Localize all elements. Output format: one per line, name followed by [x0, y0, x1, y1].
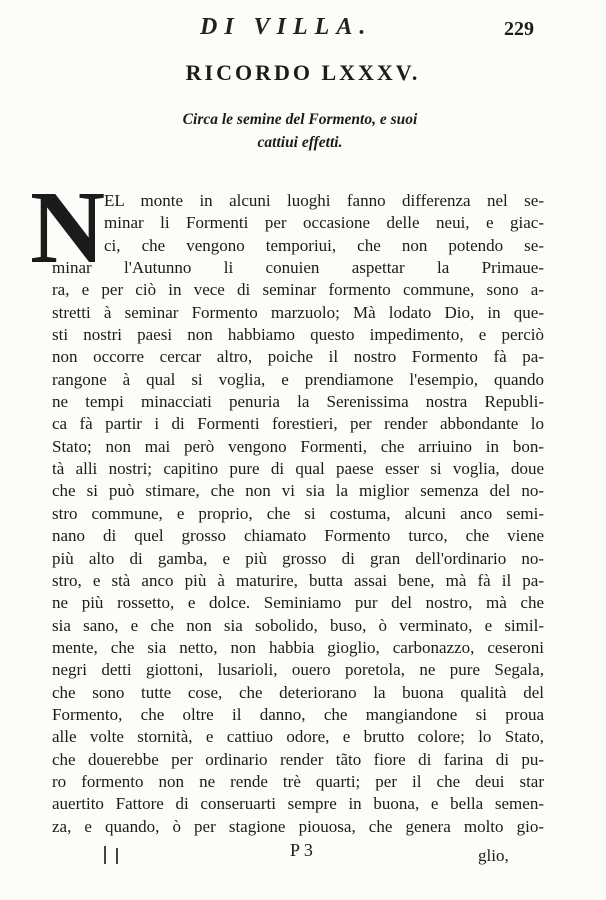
- gutter-mark: [116, 848, 118, 864]
- chapter-subtitle: [100, 108, 500, 154]
- page-number: 229: [504, 18, 534, 40]
- body-line: ra, e per ciò in vece di seminar formento commune, sono a-: [52, 280, 544, 300]
- body-line: minar l'Autunno li conuien aspettar la Primaue-: [52, 258, 544, 278]
- body-line: che sono tutte cose, che deteriorano la buona qualità del: [52, 682, 544, 702]
- body-line: ro formento non ne rende trè quarti; per il che deui star: [52, 771, 544, 791]
- body-line: sti nostri paesi non habbiamo questo impedimento, e perciò: [52, 325, 544, 345]
- body-line: za, e quando, ò per stagione piouosa, che genera molto gio-: [52, 816, 544, 836]
- page-header: [0, 14, 606, 44]
- running-head: DI VILLA.: [200, 14, 373, 40]
- body-line: tà alli nostri; capitino pure di qual paese esser si voglia, doue: [52, 459, 544, 479]
- body-line: più alto di gamba, e più grosso di gran dell'ordinario no-: [52, 548, 544, 568]
- body-line: ne più rossetto, e dolce. Seminiamo pur del nostro, mà che: [52, 593, 544, 613]
- body-line: nano di quel grosso chiamato Formento turco, che viene: [52, 526, 544, 546]
- subtitle-line: Circa le semine del Formento, e suoi: [182, 111, 418, 128]
- drop-cap: N: [30, 170, 106, 285]
- body-line: ne tempi minacciati penuria la Serenissima nostra Republi-: [52, 392, 544, 412]
- body-line: che douerebbe per ordinario render tãto fiore di farina di pu-: [52, 749, 544, 769]
- body-line: minar li Formenti per occasione delle neui, e giac-: [104, 213, 544, 233]
- body-line: mente, che sia netto, non habbia gioglio, carbonazzo, ceseroni: [52, 637, 544, 657]
- body-line: ci, che vengono temporiui, che non potendo se-: [104, 235, 544, 255]
- body-line: auertito Fattore di conseruarti sempre in buona, e bella semen-: [52, 794, 544, 814]
- body-line: stro commune, e proprio, che si costuma, alcuni anco semi-: [52, 503, 544, 523]
- body-line: EL monte in alcuni luoghi fanno differenza nel se-: [104, 191, 544, 210]
- catchword: glio,: [478, 846, 509, 865]
- body-line: sia sano, e che non sia sobolido, buso, ò verminato, e simil-: [52, 615, 544, 635]
- body-line: negri detti giottoni, lusarioli, ouero poretola, ne pure Segala,: [52, 660, 544, 680]
- body-line: Formento, che oltre il danno, che mangiandone si proua: [52, 704, 544, 724]
- subtitle-line: cattiui effetti.: [257, 134, 343, 151]
- body-line: stro, e stà anco più à maturire, butta assai bene, mà fà il pa-: [52, 570, 544, 590]
- body-line: stretti à seminar Formento marzuolo; Mà lodato Dio, in que-: [52, 302, 544, 322]
- body-line: rangone à qual si voglia, e prendiamone l'esempio, quando: [52, 369, 544, 389]
- body-line: ca fà partir i di Formenti forestieri, per render abbondante lo: [52, 414, 544, 434]
- chapter-title: RICORDO LXXXV.: [185, 60, 421, 85]
- body-line: che si può stimare, che non vi sia la miglior semenza del no-: [52, 481, 544, 501]
- page-footer: [0, 840, 606, 870]
- body-line: Stato; non mai però vengono Formenti, che arriuino in bon-: [52, 436, 544, 456]
- gutter-mark: [104, 846, 106, 864]
- body-line: alle volte stornità, e cattiuo odore, e brutto colore; lo Stato,: [52, 727, 544, 747]
- signature-mark: P 3: [290, 840, 313, 860]
- body-line: non occorre cercar altro, poiche il nostro Formento fà pa-: [52, 347, 544, 367]
